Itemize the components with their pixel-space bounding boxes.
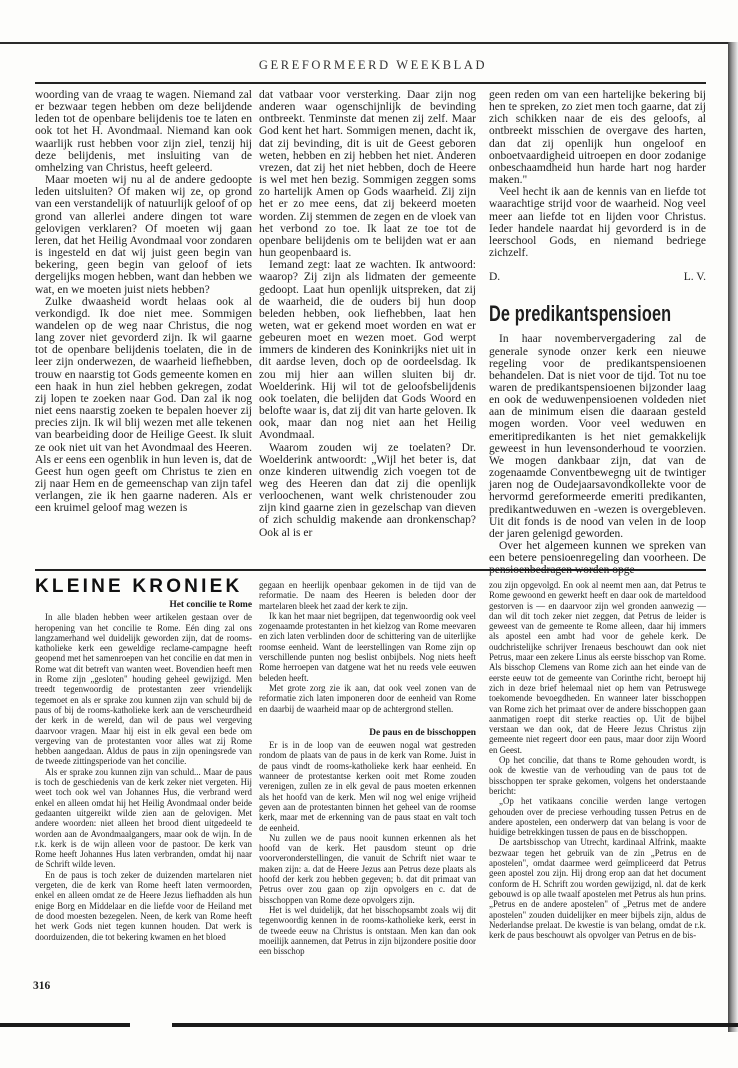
paragraph: geen reden om van een hartelijke bekering bij hen te spreken, zo ziet men toch gaarne, dat zij zich schikken naar de eis des geloofs, al ontbreekt misschien de overgave des harten, dan dat zij openlijk hun ongeloof en onboetvaardigheid uitroepen en door zodanige onbeschaamdheid hun harde hart nog harder maken." — [489, 89, 706, 187]
kroniek-column-2 — [259, 580, 476, 968]
article-column-2 — [259, 89, 476, 561]
quote-paragraph: „Op het vatikaans concilie werden lange vertogen gehouden over de preciese verhouding tussen Petrus en de andere apostelen, een onderwerp dat van belang is voor de huidige betrekkingen tussen de paus en de bisschoppen. — [489, 796, 706, 838]
paragraph: Iemand zegt: laat ze wachten. Ik antwoord: waarop? Zij zijn als lidmaten der gemeente gedoopt. Laat hun openlijk uitspreken, dat zij de waarheid, die de ouders bij hun doop beleden hebben, ook liefhebben, laat hen weten, wat er gekend moet worden en wat er gebeuren moet en wezen moet. God werpt immers de kinderen des Koninkrijks niet uit in dit aardse leven, doch op de oordeelsdag. Ik zou mij hier aan willen sluiten bij dr. Woelderink. Hij wil tot de geloofsbelijdenis ook toelaten, die belijden dat Gods Woord en belofte waar is, dat zij dit van harte geloven. Ik ook, maar dan nog niet aan het Heilig Avondmaal. — [259, 259, 476, 442]
signature-initial: D. — [489, 271, 501, 284]
paragraph: Zulke dwaasheid wordt helaas ook al verkondigd. Ik doe niet mee. Sommigen wandelen op de weg naar Christus, die nog lang zover niet gevorderd zijn. Ik wil gaarne tot de openbare belijdenis toelaten, die in de leer zijn onderwezen, de waarheid liefhebben, trouw en naarstig tot Gods gemeente komen en een haak in hun ziel hebben gekregen, zodat zij lopen te zoeken naar God. Dan zal ik nog niet eens naarstig zoeken te bepalen hoever zij precies zijn. Ik wil blij wezen met alle tekenen van bearbeiding door de Heilige Geest. Ik sluit ze ook niet uit van het Avondmaal des Heeren. Als er eens een ogenblik in hun leven is, dat de Geest hun ogen geeft om Christus te zien en zij naar Hem en de gemeenschap van zijn tafel verlangen, zie ik hen gaarne naderen. Als er een kruimel geloof mag wezen is — [35, 295, 252, 515]
paragraph: zou zijn opgevolgd. En ook al neemt men aan, dat Petrus te Rome gewoond en gewerkt heeft en daar ook de marteldood gestorven is — en daarvoor zijn wel gronden aanwezig — dan wil dit toch zeker niet zeggen, dat Petrus de leider is geweest van de gemeente te Rome alleen, daar hij immers als apostel een ambt had voor de gehele kerk. De oudchristelijke schrijver Irenaeus beschouwt dan ook niet Petrus, maar een zekere Linus als eerste bisschop van Rome. Als bisschop Clemens van Rome zich aan het einde van de eerste eeuw tot de gemeente van Corinthe richt, beroept hij zich in deze brief helemaal niet op hem van Petruswege toekomende bevoegdheden. En wanneer later bisschoppen van Rome zich het primaat over de andere bisschoppen gaan aanmatigen roept dit sterke reacties op. Uit de bijbel verstaan we dan ook, dat de Heere Jezus Christus zijn gemeente niet regeert door een paus, maar door zijn Woord en Geest. — [489, 580, 706, 755]
publication-header: GEREFORMEERD WEEKBLAD — [258, 58, 488, 72]
article-column-1 — [35, 89, 252, 561]
header-rule — [35, 82, 706, 84]
paragraph: Er is in de loop van de eeuwen nogal wat gestreden rondom de plaats van de paus in de kerk van Rome. Juist in de paus vindt de rooms-katholieke kerk haar eenheid. En wanneer de protestantse kerken ooit met Rome zouden verenigen, zullen ze in elk geval de paus moeten erkennen als het hoofd van de kerk. Men wil nog wel enige vrijheid geven aan de protestanten binnen het geheel van de roomse kerk, maar met de erkenning van de paus staat en valt toch de eenheid. — [259, 740, 476, 833]
paragraph: In haar novembervergadering zal de generale synode onzer kerk een nieuwe regeling voor de predikantspensioenen behandelen. Dat is niet voor de tijd. Tot nu toe waren de predikantspensioenen bijzonder laag en ook de weduwenpensioenen voldeden niet aan de minimum eisen die daaraan gesteld mogen worden. Voor veel weduwen en emeritipredikanten is het niet gemakkelijk geweest in hun levensonderhoud te voorzien. We mogen dankbaar zijn, dat van de zogenaamde Conventbewegng uit de twintiger jaren nog de Oudejaarsavondkollekte voor de hervormd gereformeerde emeriti predikanten, predikantweduwen en -wezen is overgebleven. Uit dit fonds is de nood van velen in de loop der jaren gelenigd geworden. — [489, 333, 706, 540]
article-column-3 — [489, 89, 706, 565]
section-heading-kleine-kroniek: KLEINE KRONIEK — [35, 576, 243, 597]
section-rule — [35, 569, 706, 571]
author-signature — [489, 271, 706, 283]
subheading: Het concilie te Rome — [169, 600, 252, 610]
paragraph: Het is wel duidelijk, dat het bisschopsambt zoals wij dit tegenwoordig kennen in de rooms-katholieke kerk, eerst in de tweede eeuw na Christus is ontstaan. Men kan dan ook moeilijk aannemen, dat Petrus in zijn bijzondere positie door een bisschop — [259, 904, 476, 957]
paragraph: Maar moeten wij nu al de andere gedoopte leden uitsluiten? Of maken wij ze, op grond van een verstandelijk of natuurlijk geloof of op grond van allerlei andere dingen tot ware gelovigen verklaren? Of moeten wij gaan leren, dat het Heilig Avondmaal voor zondaren is ingesteld en dat wij juist geen begin van bekering, geen begin van geloof of iets dergelijks mogen hebben, want dan hebben we wat, en we moeten juist niets hebben? — [35, 174, 252, 296]
kroniek-column-1 — [35, 600, 252, 968]
paragraph: Ik kan het maar niet begrijpen, dat tegenwoordig ook veel zogenaamde protestanten in het kielzog van Rome meevaren en zich laten verblinden door de schittering van de uiterlijke roomse eenheid. Want de leerstellingen van Rome zijn op verschillende punten nog beslist onbijbels. Nog niets heeft Rome herroepen van datgene wat het nu reeds vele eeuwen beleden heeft. — [259, 610, 476, 683]
paragraph: Als er sprake zou kunnen zijn van schuld... Maar de paus is toch de geschiedenis van de kerk zeker niet vergeten. Hij weet toch ook wel van Johannes Hus, die verbrand werd enkel en alleen omdat hij het Heilig Avondmaal onder beide gedaanten uitgereikt wilde zien aan de gelovigen. Met andere woorden: niet alleen het brood dient uitgedeeld te worden aan de Avondmaalgangers, maar ook de wijn. In de r.k. kerk is de wijn alleen voor de pastoor. De kerk van Rome heeft Johannes Hus laten verbranden, omdat hij naar de Schrift wilde leven. — [35, 766, 252, 870]
paragraph: In alle bladen hebben weer artikelen gestaan over de heropening van het concilie te Rome. Eén ding zal ons langzamerhand wel duidelijk geworden zijn, dat de rooms-katholieke kerk een geweldige reclame-campagne heeft geopend met het samenroepen van het concilie en dat men in Rome wat dit betreft van wanten weet. Bovendien heeft men in Rome zijn „gesloten" houding geheel gewijzigd. Men treedt tegenwoordig de protestanten zeer vriendelijk tegemoet en als er sprake zou kunnen zijn van schuld bij de paus of bij de rooms-katholieke kerk aan de verscheurdheid der kerk in de wereld, dan wil de paus wel vergeving daarvoor vragen. Maar hij eist in elk geval een bede om vergeving van de protestanten voor alles wat zij Rome hebben aangedaan. Aldus de paus in zijn openingsrede van de tweede zittingsperiode van het concilie. — [35, 612, 252, 767]
kroniek-column-3 — [489, 580, 706, 968]
page-number: 316 — [33, 980, 51, 992]
paragraph: Waarom zouden wij ze toelaten? Dr. Woelderink antwoordt: „Wijl het beter is, dat onze kinderen uitwendig zich voegen tot de weg des Heeren dan dat zij die openlijk verloochenen, want welk christenouder zou zijn kind gaarne zien in gezelschap van dieven of zich schuldig makende aan dronkenschap? Ook al is er — [259, 441, 476, 539]
paragraph: gegaan en heerlijk openbaar gekomen in de tijd van de reformatie. De naam des Heeren is beleden door der martelaren bleek het zaad der kerk te zijn. — [259, 580, 476, 611]
paragraph: Met grote zorg zie ik aan, dat ook veel zonen van de reformatie zich laten imponeren door de eenheid van Rome en daarbij de waarheid maar op de achtergrond stellen. — [259, 682, 476, 714]
scan-edge-right — [728, 42, 738, 1032]
paragraph: Veel hecht ik aan de kennis van en liefde tot waarachtige strijd voor de waarheid. Nog veel meer aan liefde tot en lijden voor Christus. Ieder handele naardat hij gevorderd is in de leerschool Gods, en niemand bedriege zichzelf. — [489, 186, 706, 260]
paragraph: Over het algemeen kunnen we spreken van een betere pensioenregeling dan voorheen. De — [489, 540, 706, 565]
subheading: De paus en de bisschoppen — [369, 727, 476, 738]
quote-paragraph: De aartsbisschop van Utrecht, kardinaal Alfrink, maakte bezwaar tegen het gebruik van de zin „Petrus en de apostelen", omdat daarmee werd geïmpliceerd dat Petrus geen apostel zou zijn. Hij drong erop aan dat het document conform de H. Schrift zou worden gewijzigd, nl. dat de kerk gebouwd is op alle twaalf apostelen met Petrus als hun prins. „Petrus en de andere apostelen" of „Petrus met de andere apostelen" zouden duidelijker en meer bijbels zijn, aldus de Nederlandse prelaat. De kwestie is van belang, omdat de r.k. kerk de paus beschouwt als opvolger van Petrus en de bis- — [489, 837, 706, 941]
paragraph: Op het concilie, dat thans te Rome gehouden wordt, is ook de kwestie van de verhouding van de paus tot de bisschoppen ter sprake gekomen, volgens het onderstaande bericht: — [489, 755, 706, 796]
paragraph: Nu zullen we de paus nooit kunnen erkennen als het hoofd van de kerk. Het pausdom steunt op drie voorveronderstellingen, die vanuit de Schrift niet waar te maken zijn: a. dat de Heere Jezus aan Petrus deze plaats als hoofd der kerk zou hebben gegeven; b. dat dit primaat van Petrus over zou gaan op zijn opvolgers en c. dat de bisschoppen van Rome deze opvolgers zijn. — [259, 832, 476, 905]
paragraph: En de paus is toch zeker de duizenden martelaren niet vergeten, die de kerk van Rome heeft laten vermoorden, enkel en alleen omdat ze de Heere Jezus liefhadden als hun enige Borg en Middelaar en die liefde voor de Heiland met de dood moesten bezegelen. Neen, de kerk van Rome heeft het werk Gods niet tegen kunnen houden. Dat werk is doorduizenden, die tot bekering kwamen en het bloed — [35, 869, 252, 942]
scan-edge-gap — [130, 1022, 172, 1028]
scan-edge-bottom — [0, 1023, 738, 1027]
paragraph: dat vatbaar voor versterking. Daar zijn nog anderen waar ogenschijnlijk de bevinding ontbreekt. Tenminste dat menen zij zelf. Maar God kent het hart. Sommigen menen, dacht ik, dat zij bevinding, dit is uit de Geest geboren weten, hebben en zij hebben het niet. Anderen vrezen, dat zij het niet hebben, doch de Heere is wel met hen bezig. Sommigen zeggen soms zo hartelijk Amen op Gods waarheid. Zij zijn het er zo mee eens, dat zij bekeerd moeten worden. Zij stemmen de zegen en de vloek van het verbond zo toe. Ik laat ze toe tot de openbare belijdenis om te belijden wat er aan hun geopenbaard is. — [259, 89, 476, 260]
paragraph: woording van de vraag te wagen. Niemand zal er bezwaar tegen hebben om deze belijdende leden tot de openbare belijdenis toe te laten en ook tot het H. Avondmaal. Niemand kan ook waarlijk rust hebben voor zijn ziel, tenzij hij deze belijdenis, met insluiting van de omhelzing van Christus, heeft geleerd. — [35, 89, 252, 174]
scan-edge-top — [0, 42, 732, 44]
signature-initials: L. V. — [683, 271, 706, 284]
article-heading: De predikantspensioen — [489, 301, 672, 327]
